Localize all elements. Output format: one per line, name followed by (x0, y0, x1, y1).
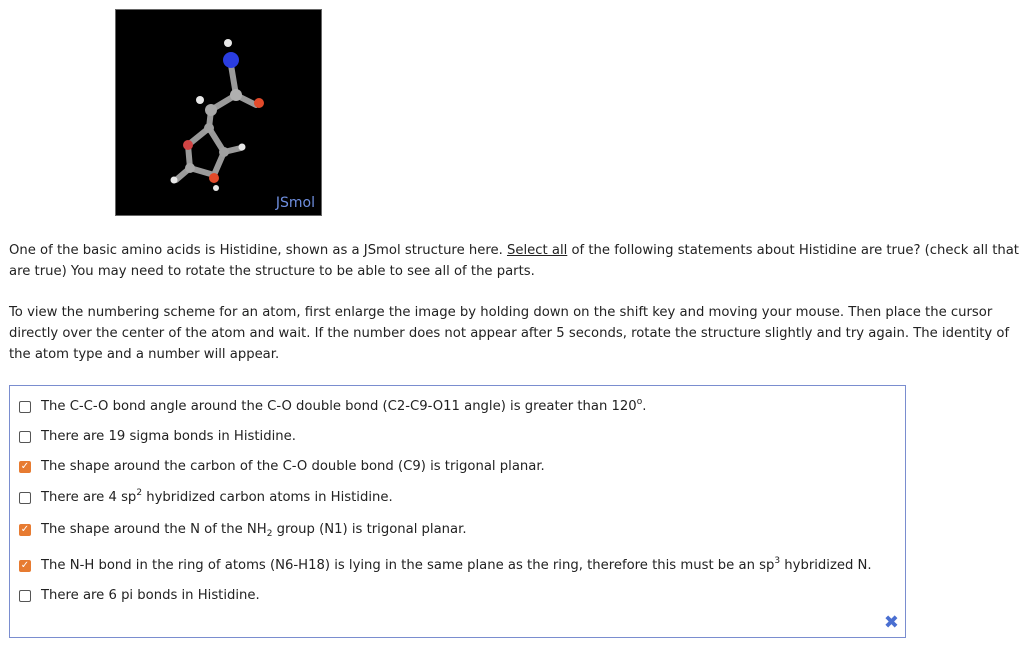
answer-option-3[interactable] (19, 459, 545, 474)
option-label: There are 4 $sp^2$ hybridized carbon atoms in Histidine. (41, 488, 393, 505)
checkbox[interactable] (19, 590, 31, 602)
instructions-paragraph: To view the numbering scheme for an atom, first enlarge the image by holding down on the shift key and moving your mouse. Then place the cursor directly over the center of the atom and wait. If the number does not appear after 5 seconds, rotate the structure slightly and try again. The identity of the atom type and a number will appear. (9, 305, 1010, 362)
question-text-end: of the following statements about Histidine are true? (check all that are true) You may need to rotate the structure to be able to see all of the parts. (9, 243, 1019, 279)
x-mark-icon: ✖ (883, 612, 899, 633)
answer-option-6[interactable] (19, 558, 872, 573)
option-label: The shape around the N of the $NH_2$ group (N1) is trigonal planar. (41, 522, 467, 539)
answer-option-4[interactable] (19, 490, 393, 505)
answer-option-2[interactable] (19, 429, 296, 444)
molecule-render (116, 10, 323, 217)
option-label: There are 19 sigma bonds in Histidine. (41, 429, 296, 444)
checkbox[interactable]: ✓ (20, 460, 30, 472)
option-label: The shape around the carbon of the C-O double bond (C9) is trigonal planar. (41, 459, 545, 474)
option-label: The N-H bond in the ring of atoms (N6-H18) is lying in the same plane as the ring, therefore this must be an $sp^3$ hybridized N. (41, 556, 872, 573)
option-label: The C-C-O bond angle around the C-O double bond (C2-C9-O11 angle) is greater than 120$^o$. (41, 397, 647, 414)
option-label: There are 6 pi bonds in Histidine. (41, 588, 260, 603)
jsmol-label: JSmol (275, 195, 315, 211)
checkbox[interactable]: ✓ (20, 559, 30, 571)
checkbox[interactable] (19, 401, 31, 413)
jsmol-viewer[interactable] (115, 9, 322, 216)
answer-option-1[interactable] (19, 399, 646, 414)
checkbox[interactable] (19, 431, 31, 443)
checkbox[interactable] (19, 492, 31, 504)
select-all-emphasis: Select all (506, 243, 568, 258)
checkbox[interactable]: ✓ (20, 523, 30, 535)
answer-options-box (9, 385, 906, 638)
question-paragraph (9, 240, 1019, 282)
question-text-start: One of the basic amino acids is Histidine, shown as a JSmol structure here. (9, 243, 507, 258)
answer-option-5[interactable] (19, 522, 467, 537)
answer-option-7[interactable] (19, 588, 260, 603)
